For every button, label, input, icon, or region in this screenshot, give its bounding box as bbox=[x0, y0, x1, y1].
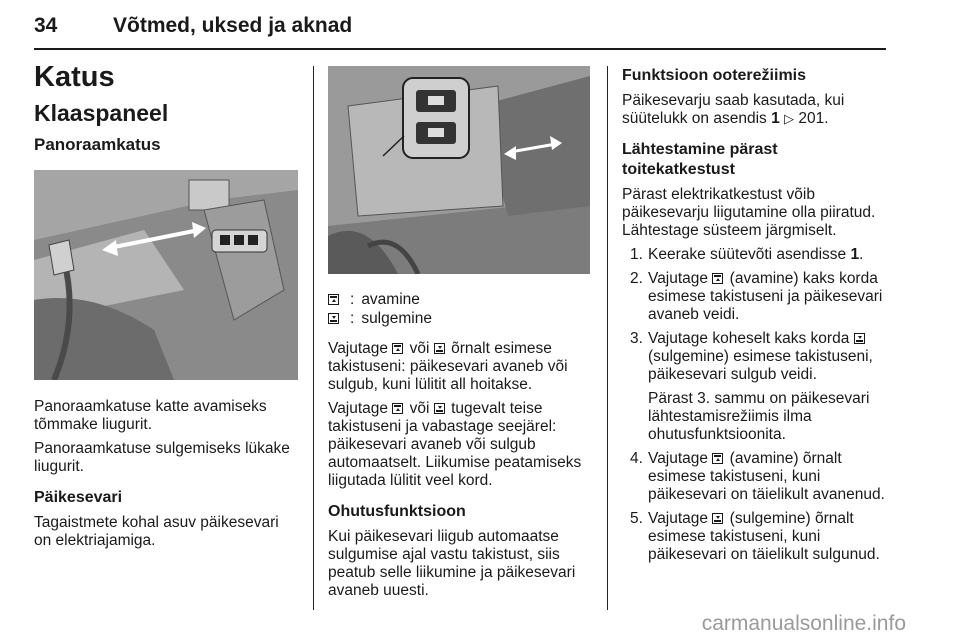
paragraph: Kui päikesevari liigub automaatse sulgumise ajal vastu takistust, siis peatub selle liikumine ja päikesevari avaneb uuesti. bbox=[328, 528, 576, 599]
close-switch-icon bbox=[434, 343, 445, 354]
open-switch-icon bbox=[392, 343, 403, 354]
list-item: 5. Vajutage (sulgemine) õrnalt esimese takistuseni, kuni päikesevari on täielikult sulgunud. bbox=[630, 510, 880, 563]
subsection-title: Klaaspaneel bbox=[34, 100, 169, 126]
close-switch-icon bbox=[328, 313, 339, 324]
legend-row: : sulgemine bbox=[328, 309, 593, 328]
reset-steps-list bbox=[622, 246, 888, 564]
topic-title: Funktsioon ooterežiimis bbox=[622, 67, 807, 84]
close-switch-icon bbox=[854, 333, 865, 344]
page-number: 34 bbox=[34, 14, 58, 37]
header-rule bbox=[34, 48, 886, 50]
list-item: 1. Keerake süütevõti asendisse 1. bbox=[630, 246, 864, 263]
topic-title: Päikesevari bbox=[34, 489, 123, 506]
column-left bbox=[34, 60, 300, 556]
close-switch-icon bbox=[434, 403, 445, 414]
paragraph: Panoraamkatuse katte avamiseks tõmmake liugurit. bbox=[34, 398, 267, 433]
switch-legend bbox=[328, 290, 593, 328]
column-divider bbox=[313, 66, 314, 610]
column-divider bbox=[607, 66, 608, 610]
paragraph: Pärast elektrikatkestust võib päikesevarju liigutamine olla piiratud. Lähtestage süsteem järgmiselt. bbox=[622, 186, 876, 239]
topic-title: Lähtestamine pärast toitekatkestust bbox=[622, 141, 778, 178]
paragraph: Vajutage või tugevalt teise takistuseni ja vabastage seejärel: päikesevari avaneb või sulgub automaatselt. Liikumise peatamiseks liigutada lülitit veel kord. bbox=[328, 400, 582, 489]
legend-text: avamine bbox=[361, 290, 420, 308]
open-switch-icon bbox=[712, 273, 723, 284]
open-switch-icon bbox=[712, 453, 723, 464]
topic-title: Ohutusfunktsioon bbox=[328, 503, 466, 520]
column-right bbox=[622, 60, 888, 570]
close-switch-icon bbox=[712, 513, 723, 524]
list-item: 2. Vajutage (avamine) kaks korda esimese takistuseni ja päikesevari avaneb veidi. bbox=[630, 270, 883, 323]
paragraph: Vajutage või õrnalt esimese takistuseni: päikesevari avaneb või sulgub, kuni lülitit all hoitakse. bbox=[328, 340, 568, 393]
sunshade-switch-illustration bbox=[328, 66, 590, 274]
open-switch-icon bbox=[392, 403, 403, 414]
watermark: carmanualsonline.info bbox=[701, 612, 906, 635]
legend-row: : avamine bbox=[328, 290, 593, 309]
list-item: 4. Vajutage (avamine) õrnalt esimese takistuseni, kuni päikesevari on täielikult avanenud. bbox=[630, 450, 885, 503]
topic-title: Panoraamkatus bbox=[34, 135, 161, 154]
list-item: 3. Vajutage koheselt kaks korda (sulgemine) esimese takistuseni, päikesevari sulgub veidi. Pärast 3. sammu on päikesevari lähtestamisrežiimis ilma ohutusfunktsioonita. bbox=[630, 330, 873, 443]
paragraph: Tagaistmete kohal asuv päikesevari on elektriajamiga. bbox=[34, 514, 279, 549]
panoramic-roof-illustration bbox=[34, 170, 298, 380]
page-reference-icon: ▷ bbox=[784, 111, 795, 126]
section-title: Katus bbox=[34, 61, 115, 93]
paragraph: Panoraamkatuse sulgemiseks lükake liugurit. bbox=[34, 440, 290, 475]
legend-text: sulgemine bbox=[361, 309, 432, 327]
open-switch-icon bbox=[328, 294, 339, 305]
chapter-title: Võtmed, uksed ja aknad bbox=[113, 14, 353, 37]
paragraph: Päikesevarju saab kasutada, kui süütelukk on asendis 1 ▷ 201. bbox=[622, 92, 845, 127]
column-middle bbox=[328, 60, 593, 606]
